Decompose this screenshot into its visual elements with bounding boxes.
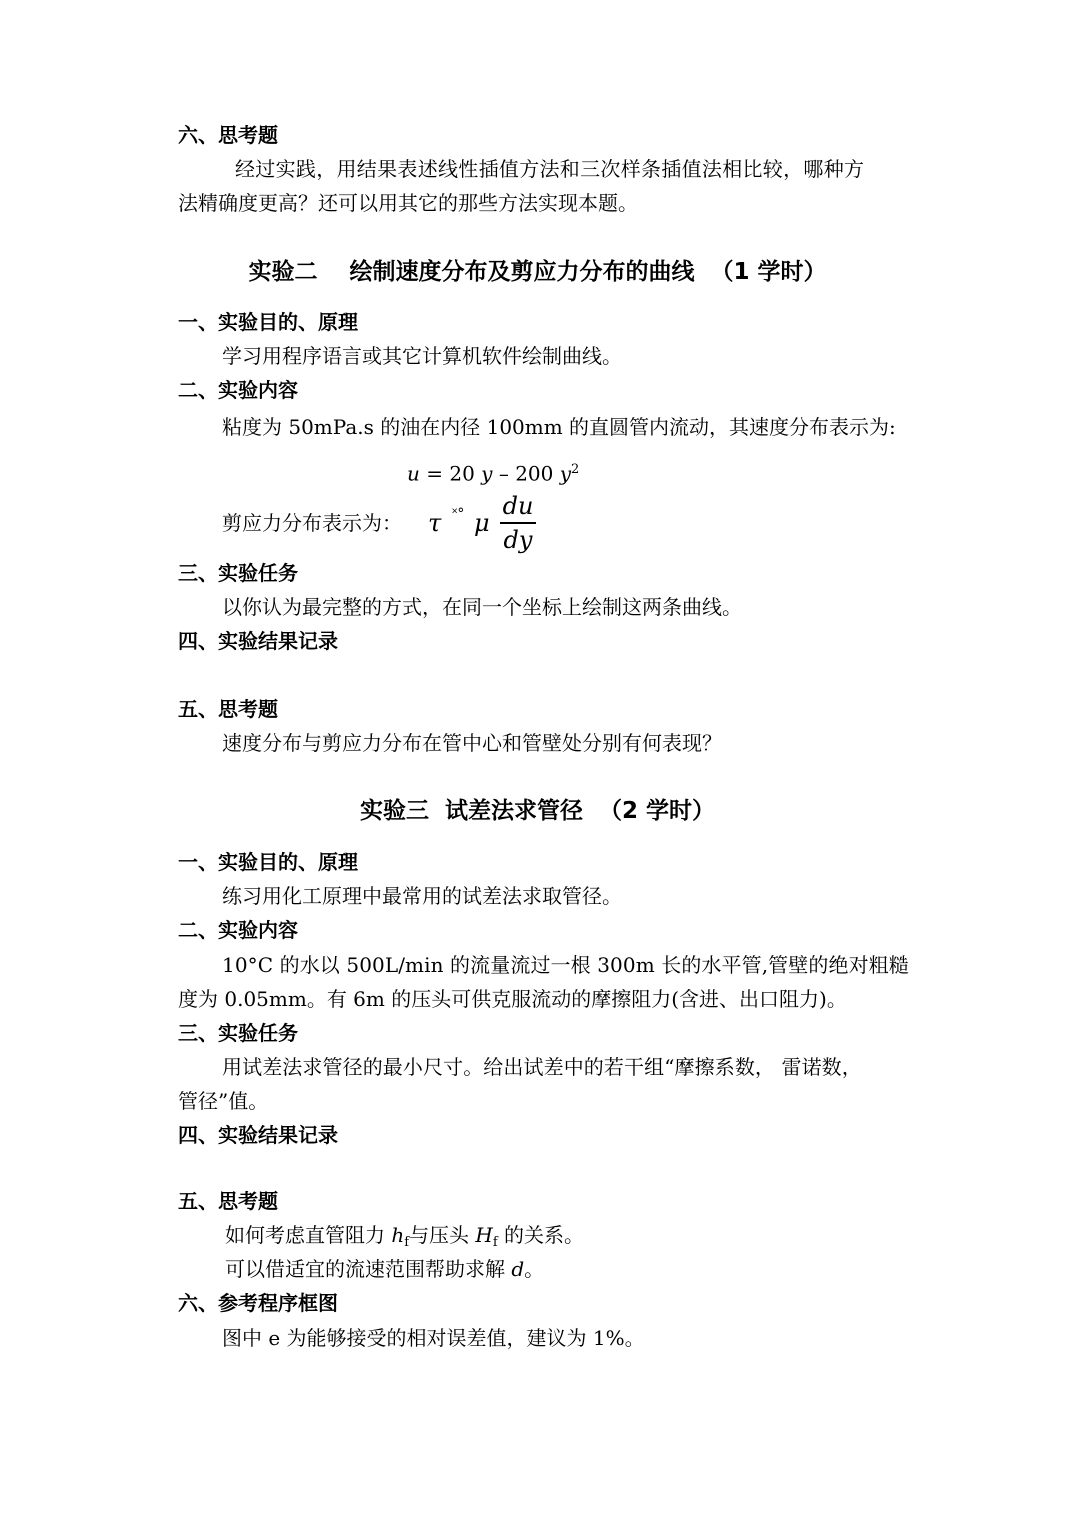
formula-part1: = 20 (419, 461, 482, 486)
symbol-h: h (391, 1223, 405, 1247)
exp3-text-thinking-line1 (225, 1221, 584, 1257)
experiment-3-title: 实验三 试差法求管径 （2 学时） (359, 798, 716, 824)
fraction-bar (500, 522, 536, 524)
paragraph-thinking-line1: 经过实践，用结果表述线性插值方法和三次样条插值法相比较，哪种方 (235, 157, 865, 181)
exp2-heading-results: 四、实验结果记录 (178, 629, 338, 653)
exp2-text-purpose: 学习用程序语言或其它计算机软件绘制曲线。 (222, 344, 622, 368)
exp2-heading-thinking: 五、思考题 (178, 697, 278, 721)
exp3-text-flowchart: 图中 e 为能够接受的相对误差值，建议为 1%。 (222, 1326, 645, 1350)
exp2-heading-purpose: 一、实验目的、原理 (178, 310, 358, 334)
heading-thinking-questions-top: 六、思考题 (178, 123, 278, 147)
exp3-text-task-line2: 管径”值。 (178, 1089, 269, 1113)
exp3-heading-task: 三、实验任务 (178, 1021, 298, 1045)
thinking1-mid: 与压头 (409, 1223, 476, 1247)
exp2-text-content: 粘度为 50mPa.s 的油在内径 100mm 的直圆管内流动，其速度分布表示为: (222, 415, 896, 439)
exp2-heading-task: 三、实验任务 (178, 561, 298, 585)
exp3-heading-thinking: 五、思考题 (178, 1189, 278, 1213)
exp3-heading-purpose: 一、实验目的、原理 (178, 850, 358, 874)
symbol-d: d (511, 1257, 525, 1281)
formula-denominator: dy (503, 526, 533, 554)
formula-symbol: ˟° (452, 506, 465, 522)
paragraph-thinking-line2: 法精确度更高？还可以用其它的那些方法实现本题。 (178, 191, 638, 215)
exp2-text-shear-label: 剪应力分布表示为： (222, 511, 402, 535)
thinking1-post: 的关系。 (497, 1223, 585, 1247)
formula-y1: y (481, 461, 493, 486)
symbol-H-subscript: f (492, 1235, 498, 1250)
exp3-text-content-line1: 10°C 的水以 500L/min 的流量流过一根 300m 长的水平管,管壁的绝对粗糙 (222, 953, 909, 977)
thinking2-post: 。 (524, 1257, 545, 1281)
symbol-H: H (475, 1223, 493, 1247)
formula-part2: – 200 (492, 461, 560, 486)
formula-u: u (407, 461, 420, 486)
experiment-2-title: 实验二 绘制速度分布及剪应力分布的曲线 （1 学时） (248, 259, 827, 285)
formula-y2: y (559, 461, 572, 486)
velocity-formula (407, 456, 579, 488)
formula-numerator: du (502, 492, 534, 520)
exp3-text-thinking-line2 (225, 1255, 544, 1283)
exp3-text-purpose: 练习用化工原理中最常用的试差法求取管径。 (222, 884, 622, 908)
symbol-h-subscript: f (404, 1235, 410, 1250)
thinking2-pre: 可以借适宜的流速范围帮助求解 (225, 1257, 512, 1281)
exp3-heading-results: 四、实验结果记录 (178, 1123, 338, 1147)
exp2-text-thinking: 速度分布与剪应力分布在管中心和管壁处分别有何表现？ (222, 731, 722, 755)
exp2-heading-content: 二、实验内容 (178, 378, 298, 402)
exp3-heading-content: 二、实验内容 (178, 918, 298, 942)
formula-mu: μ (474, 509, 490, 537)
formula-tau: τ (428, 509, 442, 537)
exp3-text-content-line2: 度为 0.05mm。有 6m 的压头可供克服流动的摩擦阻力(含进、出口阻力)。 (178, 987, 847, 1011)
exp2-text-task: 以你认为最完整的方式，在同一个坐标上绘制这两条曲线。 (222, 595, 742, 619)
thinking1-pre: 如何考虑直管阻力 (225, 1223, 392, 1247)
formula-exponent: 2 (571, 462, 580, 477)
exp3-heading-flowchart: 六、参考程序框图 (178, 1291, 338, 1315)
exp3-text-task-line1: 用试差法求管径的最小尺寸。给出试差中的若干组“摩擦系数， 雷诺数， (222, 1055, 862, 1079)
